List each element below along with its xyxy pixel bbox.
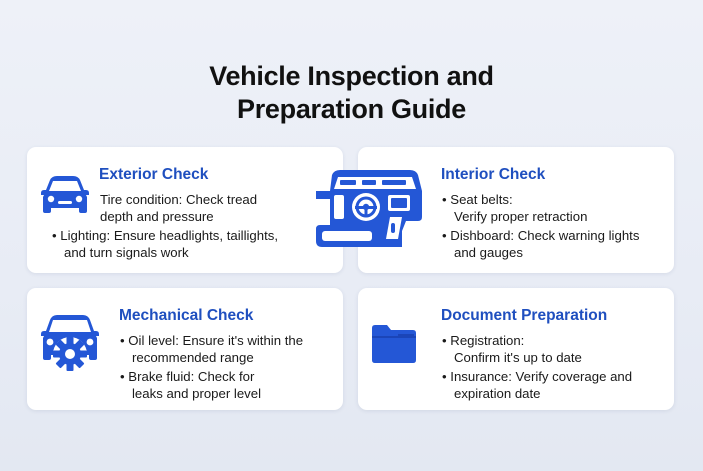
interior-check-item-seat-belts-bullet: • [442,192,447,207]
interior-check-item-dashboard-line-1: Dishboard: Check warning lights [450,228,640,243]
folder-icon [370,324,418,364]
interior-check-item-seat-belts-line-1: Seat belts: [450,192,513,207]
document-preparation-item-insurance-line-2: expiration date [454,386,541,401]
mechanical-check-item-brake-fluid-line-2: leaks and proper level [132,386,262,401]
exterior-check-item-tires-line-1: Tire condition: Check tread [100,192,258,207]
interior-check-item-dashboard [442,227,639,261]
page-title-line-1: Vehicle Inspection and [209,61,494,91]
page-title [0,60,703,126]
exterior-check-item-lighting-bullet: • [52,228,57,243]
interior-check-card [358,147,674,273]
document-preparation-item-insurance-bullet: • [442,369,447,384]
document-preparation-card [358,288,674,410]
document-preparation-item-registration-line-1: Registration: [450,333,525,348]
exterior-check-item-tires-line-2: depth and pressure [100,209,214,224]
document-preparation-item-registration-line-2: Confirm it's up to date [454,350,582,365]
mechanical-check-card [27,288,343,410]
exterior-check-item-lighting [52,227,278,261]
exterior-check-item-lighting-line-1: Lighting: Ensure headlights, taillights, [60,228,279,243]
mechanical-check-item-brake-fluid-bullet: • [120,369,125,384]
document-preparation-title: Document Preparation [441,307,608,324]
mechanical-check-item-oil-line-1: Oil level: Ensure it's within the [128,333,304,348]
mechanical-check-title: Mechanical Check [119,307,254,324]
car-front-icon [40,175,90,217]
document-preparation-item-registration-bullet: • [442,333,447,348]
page-title-line-2: Preparation Guide [237,94,466,124]
dashboard-steering-wheel-icon [310,169,436,249]
exterior-check-item-tires [100,191,257,225]
document-preparation-item-insurance [442,368,632,402]
car-gear-icon [38,314,102,376]
document-preparation-item-insurance-line-1: Insurance: Verify coverage and [450,369,633,384]
document-preparation-item-registration [442,332,582,366]
mechanical-check-item-brake-fluid-line-1: Brake fluid: Check for [128,369,255,384]
mechanical-check-item-oil-line-2: recommended range [132,350,254,365]
interior-check-item-seat-belts-line-2: Verify proper retraction [454,209,588,224]
exterior-check-item-lighting-line-2: and turn signals work [64,245,189,260]
mechanical-check-item-oil [120,332,303,366]
interior-check-title: Interior Check [441,166,546,183]
exterior-check-card [27,147,343,273]
mechanical-check-item-brake-fluid [120,368,261,402]
interior-check-item-dashboard-bullet: • [442,228,447,243]
mechanical-check-item-oil-bullet: • [120,333,125,348]
exterior-check-title: Exterior Check [99,166,209,183]
interior-check-item-seat-belts [442,191,587,225]
interior-check-item-dashboard-line-2: and gauges [454,245,523,260]
